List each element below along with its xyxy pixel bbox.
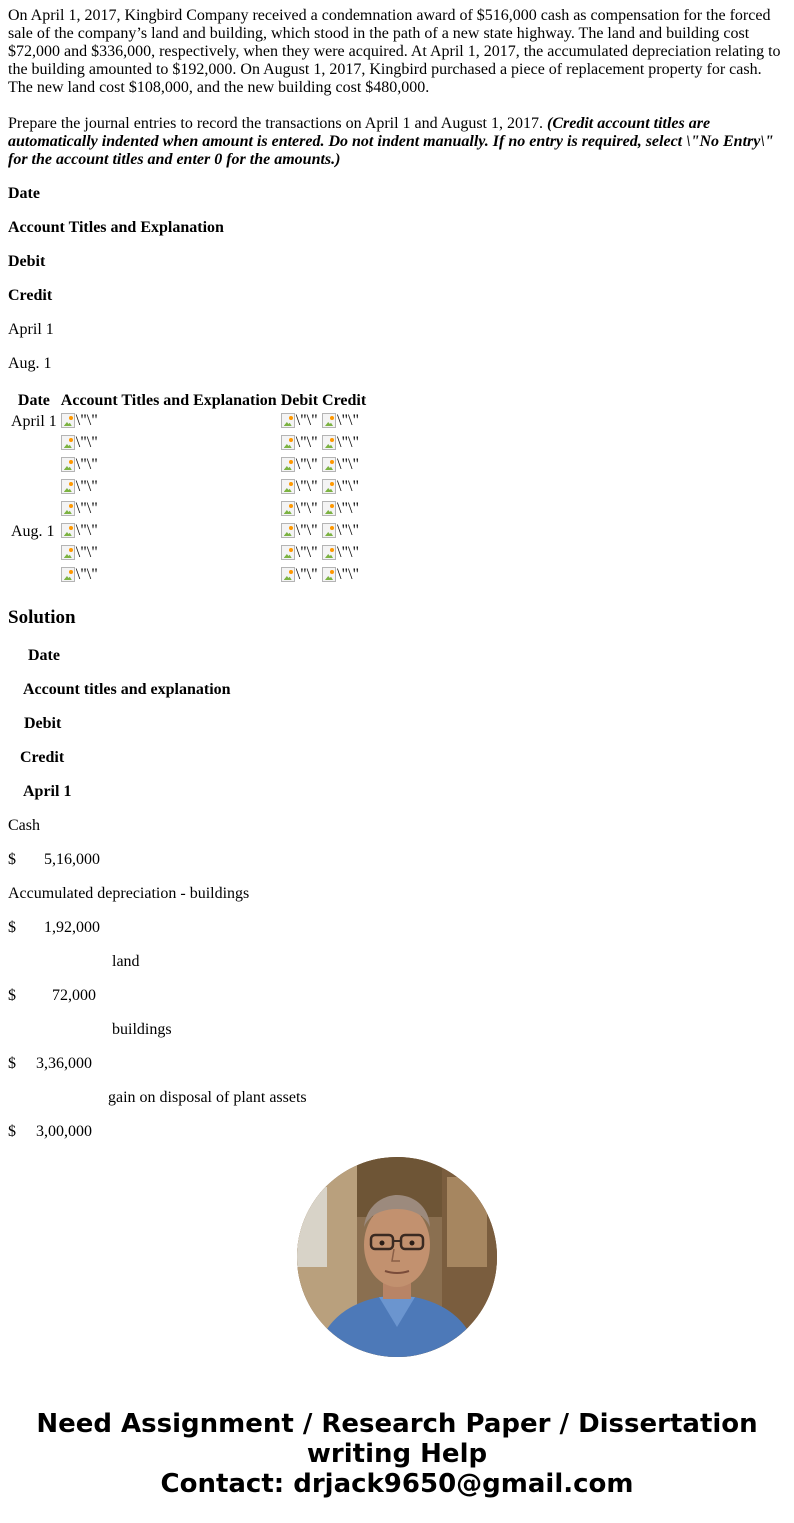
solution-header-account: Account titles and explanation <box>23 681 231 698</box>
credit-amount-field[interactable] <box>322 435 359 451</box>
journal-row-credit <box>321 501 367 521</box>
broken-image-alt: \"\" <box>295 412 318 429</box>
broken-image-alt: \"\" <box>75 566 98 583</box>
journal-row <box>10 501 367 521</box>
broken-image-icon <box>61 523 75 538</box>
debit-amount-field[interactable] <box>281 501 318 517</box>
account-title-select[interactable] <box>61 435 98 451</box>
journal-row-account <box>60 523 278 543</box>
journal-row-debit <box>280 413 319 433</box>
broken-image-alt: \"\" <box>337 456 359 473</box>
broken-image-alt: \"\" <box>337 544 359 561</box>
broken-image-alt: \"\" <box>75 500 98 517</box>
journal-row-debit <box>280 567 319 587</box>
solution-account-cash: Cash <box>8 817 40 834</box>
credit-amount-field[interactable] <box>322 413 359 429</box>
promo-line-1: Need Assignment / Research Paper / Dissertation <box>36 1409 758 1439</box>
account-title-select[interactable] <box>61 567 98 583</box>
broken-image-icon <box>281 479 295 494</box>
journal-row-credit <box>321 545 367 565</box>
account-title-select[interactable] <box>61 545 98 561</box>
solution-header-credit: Credit <box>20 749 65 766</box>
debit-amount-field[interactable] <box>281 523 318 539</box>
journal-row <box>10 545 367 565</box>
journal-row-account <box>60 435 278 455</box>
broken-image-alt: \"\" <box>75 434 98 451</box>
journal-row-debit <box>280 501 319 521</box>
list-header-date: Date <box>8 185 40 202</box>
solution-lines <box>8 817 786 1141</box>
credit-amount-field[interactable] <box>322 479 359 495</box>
journal-row-date <box>10 435 58 455</box>
instruction-paragraph <box>8 115 786 169</box>
broken-image-icon <box>281 501 295 516</box>
journal-row-credit <box>321 413 367 433</box>
journal-row-credit <box>321 435 367 455</box>
journal-row-date <box>10 457 58 477</box>
broken-image-icon <box>322 435 336 450</box>
journal-header-account: Account Titles and Explanation <box>60 392 277 409</box>
journal-row <box>10 523 367 543</box>
journal-row-account <box>60 501 278 521</box>
journal-row-credit <box>321 567 367 587</box>
solution-amount-accum-dep: $ 1,92,000 <box>8 919 100 936</box>
journal-row-debit <box>280 545 319 565</box>
instruction-text: Prepare the journal entries to record the transactions on April 1 and August 1, 2017. <box>8 115 547 132</box>
broken-image-alt: \"\" <box>295 456 318 473</box>
broken-image-icon <box>322 567 336 582</box>
debit-amount-field[interactable] <box>281 413 318 429</box>
journal-row-debit <box>280 457 319 477</box>
broken-image-icon <box>322 457 336 472</box>
broken-image-alt: \"\" <box>295 544 318 561</box>
credit-amount-field[interactable] <box>322 457 359 473</box>
author-avatar <box>297 1157 497 1357</box>
journal-row-account <box>60 479 278 499</box>
solution-account-buildings: buildings <box>112 1021 172 1038</box>
credit-amount-field[interactable] <box>322 523 359 539</box>
journal-header-debit: Debit <box>280 392 319 409</box>
broken-image-alt: \"\" <box>295 434 318 451</box>
broken-image-alt: \"\" <box>337 566 359 583</box>
debit-amount-field[interactable] <box>281 457 318 473</box>
broken-image-alt: \"\" <box>295 478 318 495</box>
broken-image-alt: \"\" <box>75 478 98 495</box>
promo-contact-line: Contact: drjack9650@gmail.com <box>160 1469 634 1499</box>
journal-header-date: Date <box>17 392 50 409</box>
solution-amount-land: $ 72,000 <box>8 987 96 1004</box>
broken-image-alt: \"\" <box>295 522 318 539</box>
broken-image-icon <box>322 413 336 428</box>
journal-row <box>10 457 367 477</box>
broken-image-alt: \"\" <box>295 500 318 517</box>
broken-image-alt: \"\" <box>75 412 98 429</box>
journal-row <box>10 479 367 499</box>
broken-image-icon <box>322 479 336 494</box>
broken-image-alt: \"\" <box>337 412 359 429</box>
journal-row-credit <box>321 457 367 477</box>
broken-image-icon <box>61 479 75 494</box>
journal-row-account <box>60 457 278 477</box>
solution-header-date: Date <box>28 647 60 664</box>
journal-row-account <box>60 545 278 565</box>
broken-image-alt: \"\" <box>337 478 359 495</box>
list-header-account: Account Titles and Explanation <box>8 219 224 236</box>
credit-amount-field[interactable] <box>322 501 359 517</box>
promo-line-2: writing Help <box>306 1439 488 1469</box>
broken-image-icon <box>61 545 75 560</box>
broken-image-icon <box>281 567 295 582</box>
journal-row-credit <box>321 479 367 499</box>
account-title-select[interactable] <box>61 457 98 473</box>
debit-amount-field[interactable] <box>281 479 318 495</box>
debit-amount-field[interactable] <box>281 435 318 451</box>
journal-row <box>10 413 367 433</box>
broken-image-alt: \"\" <box>75 544 98 561</box>
journal-row-debit <box>280 435 319 455</box>
journal-header-credit: Credit <box>322 392 367 409</box>
broken-image-icon <box>281 457 295 472</box>
solution-header-debit: Debit <box>24 715 62 732</box>
journal-row <box>10 567 367 587</box>
journal-body <box>10 413 367 587</box>
list-header-debit: Debit <box>8 253 46 270</box>
instruction-note: (Credit account titles are automatically indented when amount is entered. Do not indent manually. If no entry is required, select \"No Entry\" for the account titles and enter 0 for the amounts.) <box>8 115 774 168</box>
broken-image-alt: \"\" <box>75 456 98 473</box>
journal-entry-table <box>8 389 369 589</box>
broken-image-alt: \"\" <box>337 522 359 539</box>
credit-amount-field[interactable] <box>322 567 359 583</box>
solution-account-gain: gain on disposal of plant assets <box>108 1089 307 1106</box>
journal-row-date <box>10 545 58 565</box>
problem-paragraph: On April 1, 2017, Kingbird Company received a condemnation award of $516,000 cash as compensation for the forced sale of the company’s land and building, which stood in the path of a new state highway. The land and building cost $72,000 and $336,000, respectively, when they were acquired. At April 1, 2017, the accumulated depreciation relating to the building amounted to $192,000. On August 1, 2017, Kingbird purchased a piece of replacement property for cash. The new land cost $108,000, and the new building cost $480,000. <box>8 7 781 96</box>
broken-image-alt: \"\" <box>337 434 359 451</box>
broken-image-alt: \"\" <box>75 522 98 539</box>
account-title-select[interactable] <box>61 501 98 517</box>
journal-row-account <box>60 567 278 587</box>
broken-image-icon <box>61 501 75 516</box>
journal-row-date: Aug. 1 <box>11 523 55 540</box>
broken-image-icon <box>281 435 295 450</box>
debit-amount-field[interactable] <box>281 545 318 561</box>
journal-row-date: April 1 <box>11 413 57 430</box>
broken-image-alt: \"\" <box>295 566 318 583</box>
broken-image-icon <box>281 413 295 428</box>
account-title-select[interactable] <box>61 479 98 495</box>
solution-account-accum-dep: Accumulated depreciation - buildings <box>8 885 250 902</box>
broken-image-icon <box>322 523 336 538</box>
list-date-april: April 1 <box>8 321 54 338</box>
broken-image-icon <box>281 523 295 538</box>
journal-row-credit <box>321 523 367 543</box>
journal-row-debit <box>280 479 319 499</box>
list-header-credit: Credit <box>8 287 53 304</box>
broken-image-icon <box>281 545 295 560</box>
broken-image-icon <box>61 435 75 450</box>
solution-heading: Solution <box>8 607 76 628</box>
journal-row-date <box>10 501 58 521</box>
broken-image-icon <box>61 567 75 582</box>
journal-row-date <box>10 567 58 587</box>
journal-header-row <box>10 391 367 411</box>
debit-amount-field[interactable] <box>281 567 318 583</box>
credit-amount-field[interactable] <box>322 545 359 561</box>
solution-amount-buildings: $ 3,36,000 <box>8 1055 92 1072</box>
solution-account-land: land <box>112 953 140 970</box>
solution-amount-gain: $ 3,00,000 <box>8 1123 92 1140</box>
broken-image-icon <box>61 457 75 472</box>
journal-row-date <box>10 479 58 499</box>
promo-banner <box>8 1409 786 1499</box>
solution-amount-cash: $ 5,16,000 <box>8 851 100 868</box>
broken-image-icon <box>322 501 336 516</box>
solution-date-april: April 1 <box>23 783 72 800</box>
journal-row-account <box>60 413 278 433</box>
author-portrait-image <box>297 1157 497 1357</box>
broken-image-icon <box>322 545 336 560</box>
journal-row <box>10 435 367 455</box>
broken-image-icon <box>61 413 75 428</box>
broken-image-alt: \"\" <box>337 500 359 517</box>
list-date-aug: Aug. 1 <box>8 355 52 372</box>
account-title-select[interactable] <box>61 523 98 539</box>
journal-row-debit <box>280 523 319 543</box>
account-title-select[interactable] <box>61 413 98 429</box>
